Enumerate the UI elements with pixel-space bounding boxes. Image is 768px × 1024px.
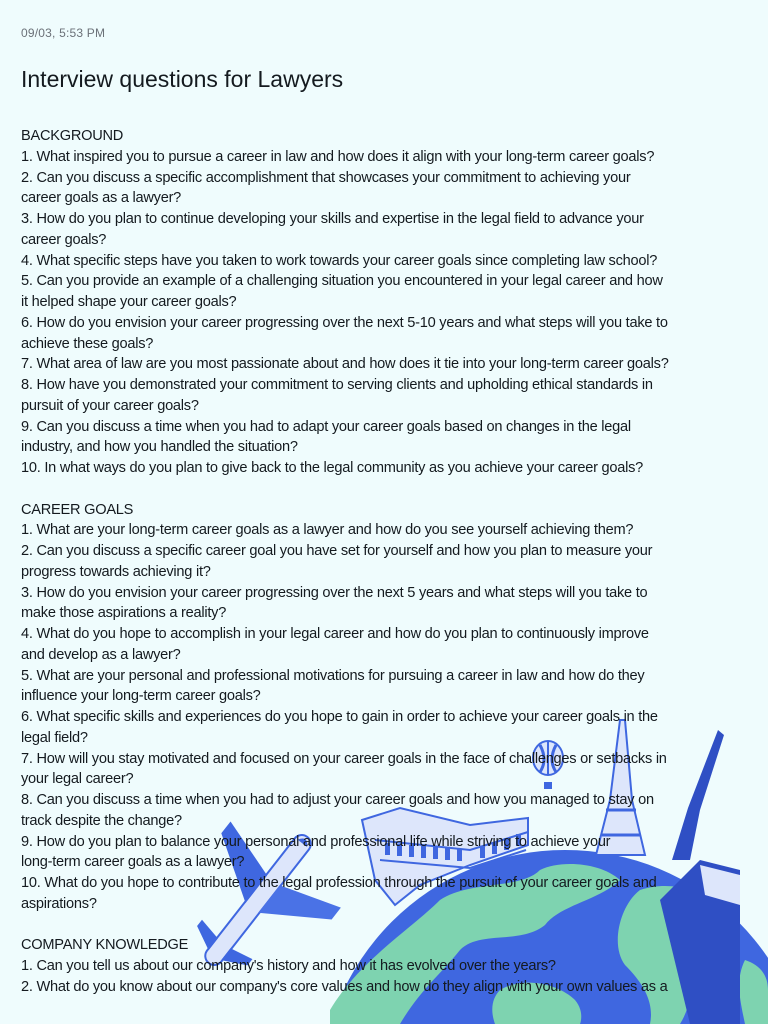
question-line: 5. What are your personal and professional motivations for pursuing a career in law and how do they [21,667,645,684]
question-line: career goals as a lawyer? [21,190,182,207]
question-line: your legal career? [21,771,134,788]
question-line: 2. What do you know about our company's core values and how do they align with your own values as a [21,978,668,995]
question-line: aspirations? [21,895,97,912]
question-line: 10. What do you hope to contribute to the legal profession through the pursuit of your career goals and [21,875,657,891]
question-line: 7. How will you stay motivated and focused on your career goals in the face of challenges or setbacks in [21,750,667,767]
question-line: 2. Can you discuss a specific accomplishment that showcases your commitment to achieving your [21,169,631,186]
note-body [21,126,751,998]
question-line: and develop as a lawyer? [21,646,181,663]
question-line: 6. How do you envision your career progressing over the next 5-10 years and what steps will you take to [21,314,668,331]
question-line: 5. Can you provide an example of a challenging situation you encountered in your legal career and how [21,273,663,290]
question-line: 8. Can you discuss a time when you had to adjust your career goals and how you managed to stay on [21,792,654,808]
question-line: long-term career goals as a lawyer? [21,854,245,871]
question-line: 1. What inspired you to pursue a career in law and how does it align with your long-term career goals? [21,148,655,165]
question-line: progress towards achieving it? [21,563,211,580]
question-line: 2. Can you discuss a specific career goal you have set for yourself and how you plan to measure your [21,543,653,559]
page-title: Interview questions for Lawyers [21,66,344,92]
section-heading: BACKGROUND [21,128,124,144]
question-line: 4. What specific steps have you taken to work towards your career goals since completing law school? [21,252,658,269]
question-line: pursuit of your career goals? [21,397,199,414]
section-company-knowledge [21,935,751,997]
note-timestamp: 09/03, 5:53 PM [21,26,106,40]
question-line: 1. What are your long-term career goals as a lawyer and how do you see yourself achieving them? [21,522,634,539]
question-line: legal field? [21,729,88,746]
question-line: 1. Can you tell us about our company's history and how it has evolved over the years? [21,958,556,974]
section-background [21,126,751,479]
section-career-goals [21,500,751,915]
question-line: 6. What specific skills and experiences do you hope to gain in order to achieve your career goals in the [21,709,658,725]
question-line: 10. In what ways do you plan to give back to the legal community as you achieve your career goals? [21,460,644,476]
question-line: track despite the change? [21,812,182,829]
section-heading: CAREER GOALS [21,501,134,518]
question-line: 9. Can you discuss a time when you had to adapt your career goals based on changes in the legal [21,418,631,435]
question-line: career goals? [21,231,107,248]
paragraph-gap [21,479,751,500]
section-heading: COMPANY KNOWLEDGE [21,937,189,954]
question-line: 3. How do you plan to continue developing your skills and expertise in the legal field to advance your [21,211,644,227]
question-line: 3. How do you envision your career progressing over the next 5 years and what steps will you take to [21,584,648,601]
question-line: make those aspirations a reality? [21,605,227,622]
question-line: industry, and how you handled the situation? [21,439,298,456]
question-line: 4. What do you hope to accomplish in your legal career and how do you plan to continuously improve [21,626,649,642]
paragraph-gap [21,915,751,936]
question-line: it helped shape your career goals? [21,294,237,310]
question-line: 8. How have you demonstrated your commitment to serving clients and upholding ethical standards in [21,377,653,393]
question-line: achieve these goals? [21,335,154,352]
question-line: influence your long-term career goals? [21,688,261,705]
question-line: 9. How do you plan to balance your personal and professional life while striving to achieve your [21,833,611,850]
question-line: 7. What area of law are you most passionate about and how does it tie into your long-term career goals? [21,356,669,373]
